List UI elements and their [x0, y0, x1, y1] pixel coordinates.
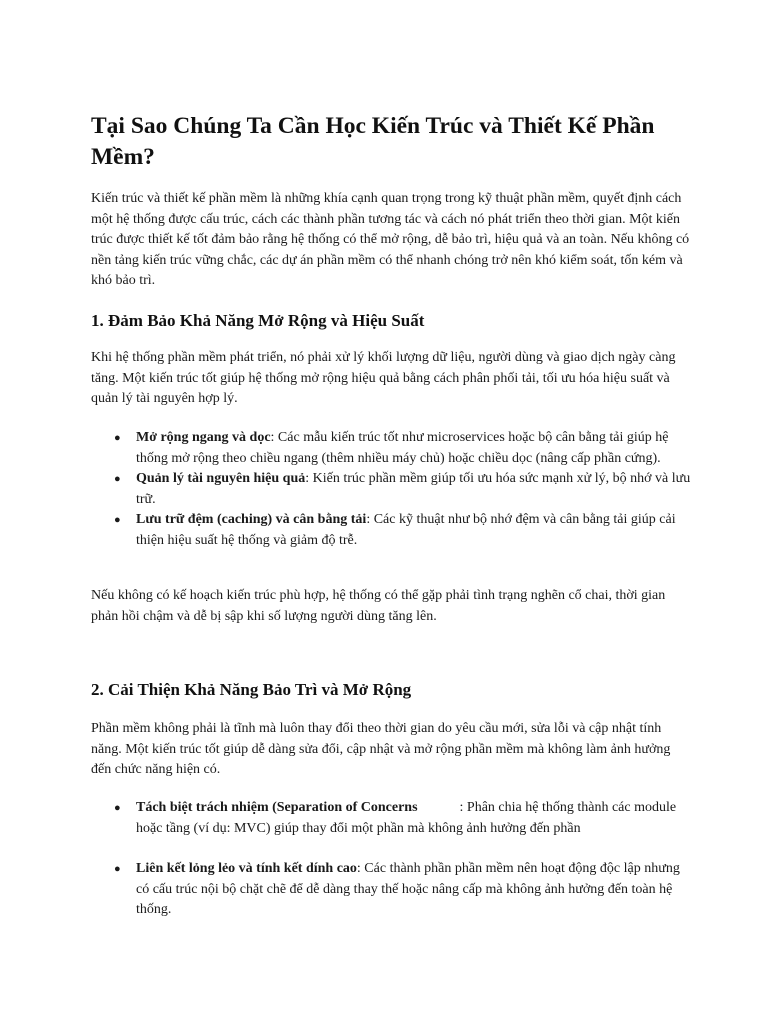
list-item [91, 510, 691, 551]
section-1-heading: 1. Đảm Bảo Khả Năng Mở Rộng và Hiệu Suất [91, 311, 425, 330]
bullet-term: Liên kết lỏng lẻo và tính kết dính cao [136, 861, 357, 876]
section-2-paragraph: Phần mềm không phải là tĩnh mà luôn thay đổi theo thời gian do yêu cầu mới, sửa lỗi và cập nhật tính năng. Một kiến trúc tốt giúp dễ dàng sửa đổi, cập nhật và mở rộng phần mềm mà không làm ảnh hưởng đến chức năng hiện có. [91, 721, 671, 777]
list-item [91, 859, 691, 921]
bullet-icon: ● [114, 863, 121, 875]
page-title: Tại Sao Chúng Ta Cần Học Kiến Trúc và Thiết Kế Phần Mềm? [91, 113, 655, 170]
bullet-text: : Kiến trúc phần mềm giúp tối ưu hóa sức mạnh xử lý, bộ nhớ và lưu trữ. [136, 471, 691, 507]
list-item [91, 798, 691, 839]
list-item [91, 469, 691, 510]
section-1-bullet-list [91, 428, 691, 551]
bullet-text: : Các kỹ thuật như bộ nhớ đệm và cân bằng tải giúp cải thiện hiệu suất hệ thống và giảm độ trễ. [136, 512, 676, 548]
bullet-text: : Các thành phần phần mềm nên hoạt động độc lập nhưng có cấu trúc nội bộ chặt chẽ để dễ dàng thay thế hoặc nâng cấp mà không ảnh hưởng đến toàn hệ thống. [136, 861, 680, 917]
bullet-term: Quản lý tài nguyên hiệu quả [136, 471, 306, 486]
bullet-icon: ● [114, 802, 121, 814]
intro-paragraph: Kiến trúc và thiết kế phần mềm là những khía cạnh quan trọng trong kỹ thuật phần mềm, quyết định cách một hệ thống được cấu trúc, cách các thành phần tương tác và cách nó phát triển theo thời gian. Một kiến trúc được thiết kế tốt đảm bảo rằng hệ thống có thể mở rộng, dễ bảo trì, hiệu quả và an toàn. Nếu không có nền tảng kiến trúc vững chắc, các dự án phần mềm có thể nhanh chóng trở nên khó kiểm soát, tốn kém và khó bảo trì. [91, 191, 690, 288]
bullet-icon: ● [114, 514, 121, 526]
bullet-text: : Các mẫu kiến trúc tốt như microservices hoặc bộ cân bằng tải giúp hệ thống mở rộng theo chiều ngang (thêm nhiều máy chủ) hoặc chiều dọc (nâng cấp phần cứng). [136, 430, 669, 466]
section-1-paragraph: Khi hệ thống phần mềm phát triển, nó phải xử lý khối lượng dữ liệu, người dùng và giao dịch ngày càng tăng. Một kiến trúc tốt giúp hệ thống mở rộng hiệu quả bằng cách phân phối tải, tối ưu hóa hiệu suất và quản lý tài nguyên hợp lý. [91, 350, 676, 406]
bullet-term: Lưu trữ đệm (caching) và cân bằng tải [136, 512, 367, 527]
bullet-term: Tách biệt trách nhiệm (Separation of Concerns [136, 800, 418, 815]
section-1-closing-paragraph: Nếu không có kế hoạch kiến trúc phù hợp, hệ thống có thể gặp phải tình trạng nghẽn cổ chai, thời gian phản hồi chậm và dễ bị sập khi số lượng người dùng tăng lên. [91, 588, 666, 624]
section-2-heading: 2. Cải Thiện Khả Năng Bảo Trì và Mở Rộng [91, 680, 412, 699]
bullet-term: Mở rộng ngang và dọc [136, 430, 271, 445]
bullet-icon: ● [114, 473, 121, 485]
list-item [91, 428, 691, 469]
bullet-icon: ● [114, 432, 121, 444]
bullet-text: : Phân chia hệ thống thành các module hoặc tầng (ví dụ: MVC) giúp thay đổi một phần mà không ảnh hưởng đến phần [136, 800, 677, 836]
section-2-bullet-list [91, 798, 691, 921]
